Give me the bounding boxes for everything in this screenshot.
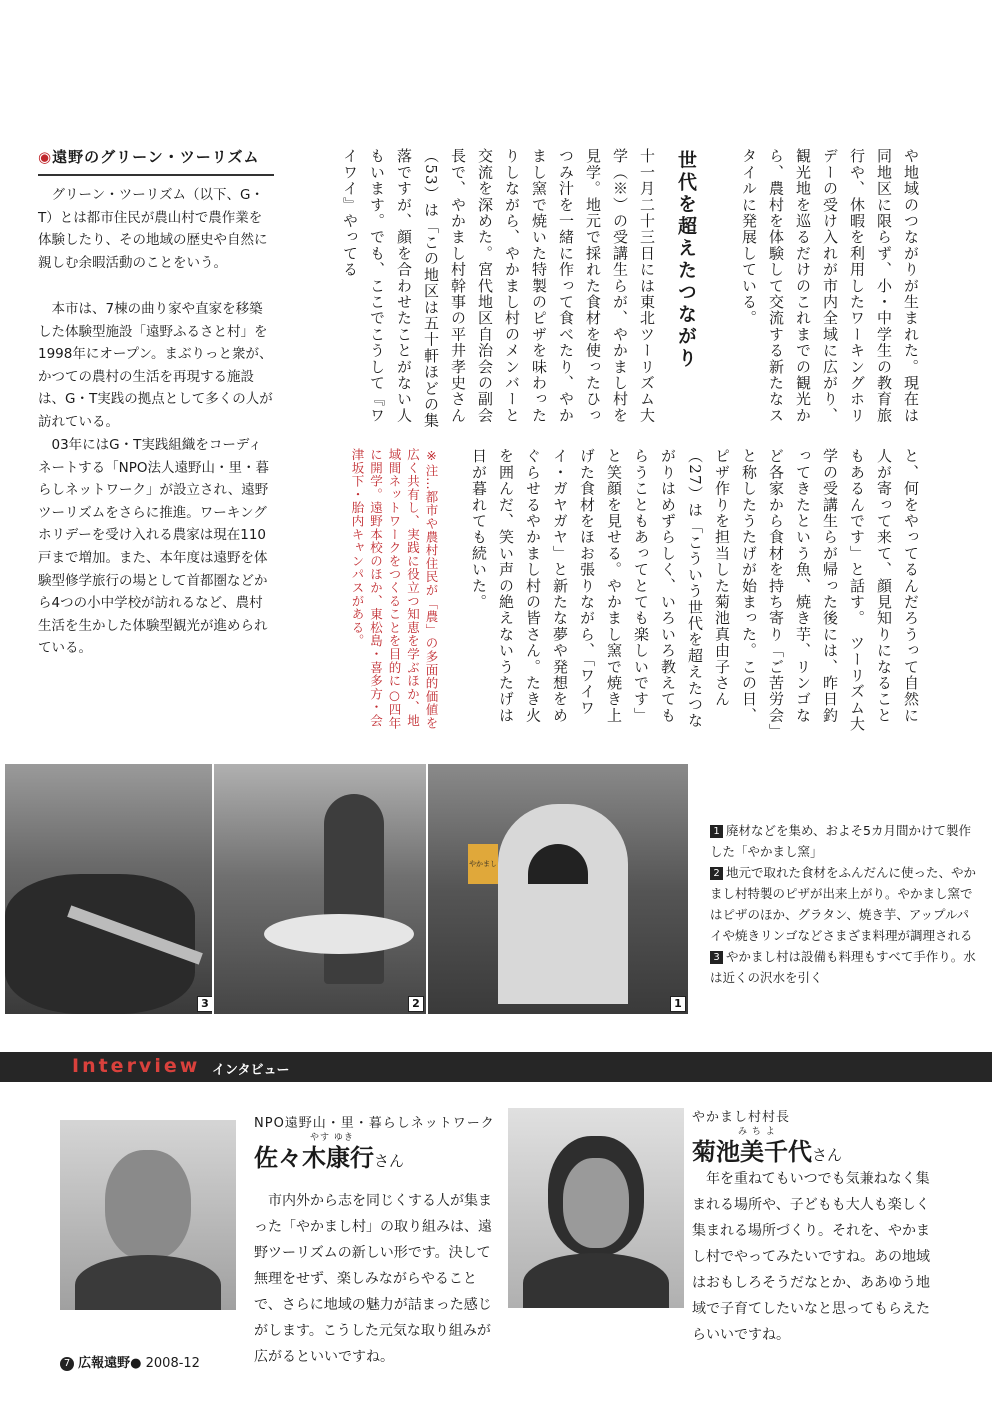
interviewee-2-san: さん <box>812 1146 843 1164</box>
article-column-lower <box>448 448 924 738</box>
interview-label-jp: インタビュー <box>212 1063 290 1078</box>
pizza-shape <box>264 914 414 954</box>
caption-number-1: 1 <box>710 825 723 838</box>
sidebar-paragraph-1: グリーン・ツーリズム（以下、G・T）とは都市住民が農山村で農作業を体験したり、その地域の歴史や自然に親しむ余暇活動のことをいう。 <box>38 187 268 271</box>
photo-2-pizza <box>214 764 426 1014</box>
photo-1-oven <box>428 764 688 1014</box>
interviewee-1-name-text: 佐々木康行 <box>254 1144 374 1172</box>
footnote: ※注…都市や農村住民が「農」の多面的価値を広く共有し、実践に役立つ知恵を学ぶほか、地域間ネットワークをつくることを目的に○四年に開学。遠野本校のほか、東松島・喜多方・会津坂下・胎内キャンパスがある。 <box>350 448 439 730</box>
article-text-lower: と、何をやってるんだろうって自然に人が寄って来て、顔見知りになることもあるんです」と話す。 ツーリズム大学の受講生らが帰った後には、昨日釣ってきたという魚、焼き芋、リンゴなど各家から食材を持ち寄り「ご苦労会」と称したうたげが始まった。この日、ピザ作りを担当した菊池真由子さん（27）は「こういう世代を超えたつながりはめずらしく、いろいろ教えてもらうこともあってとても楽しいです」と笑顔を見せる。やかまし窯で焼き上げた食材をほお張りながら、「ワイワイ・ガヤガヤ」と新たな夢や発想をめぐらせるやかまし村の皆さん。たき火を囲んだ、笑い声の絶えないうたげは日が暮れても続いた。 <box>470 448 920 733</box>
photo-number-3: 3 <box>197 996 212 1012</box>
caption-3 <box>710 946 980 988</box>
interviewee-2-text: 年を重ねてもいつでも気兼ねなく集まれる場所や、子どもも大人も楽しく集まれる場所づくり。それを、やかまし村でやってみたいですね。あの地域はおもしろそうだなとか、ああゆう地域で子育てしたいなと思ってもらえたらいいですね。 <box>692 1171 930 1343</box>
bullet-mark-icon: ◉ <box>38 148 53 166</box>
interview-bar <box>0 1052 992 1082</box>
person-shape <box>324 794 384 984</box>
sidebar-title <box>38 146 260 167</box>
page-footer <box>60 1352 200 1371</box>
caption-text-3: やかまし村は設備も料理もすべて手作り。水は近くの沢水を引く <box>710 949 976 985</box>
interviewee-2-name-text: 菊池美千代 <box>692 1138 812 1166</box>
article-column-middle <box>340 148 660 438</box>
photo-3-pot <box>5 764 212 1014</box>
portrait-kikuchi <box>508 1108 684 1308</box>
face-shape <box>563 1158 629 1248</box>
green-tourism-sidebar <box>38 140 274 720</box>
caption-2 <box>710 862 980 946</box>
sidebar-paragraph-3: 03年にはG・T実践組織をコーディネートする「NPO法人遠野山・里・暮らしネットワーク」が設立され、遠野ツーリズムをさらに推進。ワーキングホリデーを受け入れる農家は現在110戸まで増加。また、本年度は遠野を体験型修学旅行の場として首都圏などから4つの小中学校が訪れるなど、農村生活を生かした体験型観光が進められている。 <box>38 437 269 657</box>
sidebar-title-text: 遠野のグリーン・ツーリズム <box>52 148 260 166</box>
photo-captions <box>710 820 980 988</box>
caption-1 <box>710 820 980 862</box>
footer-dot: ● <box>130 1356 142 1371</box>
interviewee-1-san: さん <box>374 1152 405 1170</box>
oven-shape <box>498 804 628 1004</box>
photo-number-1: 1 <box>670 996 686 1012</box>
interviewee-1-ruby: やす ゆき <box>310 1133 354 1143</box>
portrait-sasaki <box>60 1120 236 1310</box>
shoulders-shape <box>523 1253 669 1308</box>
interviewee-2-org: やかまし村村長 <box>692 1110 791 1125</box>
issue-date: 2008-12 <box>145 1356 200 1371</box>
sidebar-rule <box>38 174 274 176</box>
article-text-middle: 十一月二十三日には東北ツーリズム大学（※）の受講生らが、やかまし村を見学。地元で採れた食材を使ったひっつみ汁を一緒に作って食べたり、やかまし窯で焼いた特製のピザを味わったりしながら、やかまし村のメンバーと交流を深めた。宮代地区自治会の副会長で、やかまし村幹事の平井孝史さん（53）は「この地区は五十軒ほどの集落ですが、顔を合わせたことがない人もいます。でも、ここでこうして『ワイワイ』やってる <box>341 148 656 429</box>
shoulders-shape <box>75 1255 221 1310</box>
page-number: 7 <box>60 1357 74 1371</box>
oven-sign: やかまし <box>468 844 498 884</box>
caption-number-3: 3 <box>710 951 723 964</box>
interviewee-2-ruby: み ち よ <box>738 1127 776 1137</box>
face-shape <box>105 1150 191 1260</box>
sidebar-paragraph-2: 本市は、7棟の曲り家や直家を移築した体験型施設「遠野ふるさと村」を1998年にオープン。まぶりっと衆が、かつての農村の生活を再現する施設は、G・T実践の拠点として多くの人が訪れている。 <box>38 301 273 430</box>
article-column-right <box>708 148 924 438</box>
magazine-title: 広報遠野 <box>78 1356 131 1371</box>
article-text-right: や地域のつながりが生まれた。現在は同地区に限らず、小・中学生の教育旅行や、休暇を利用したワーキングホリデーの受け入れが市内全域に広がり、観光地を巡るだけのこれまでの観光から、農村を体験して交流する新たなスタイルに発展している。 <box>740 148 920 424</box>
caption-number-2: 2 <box>710 867 723 880</box>
interviewee-2-name <box>692 1132 842 1167</box>
interviewee-1-name <box>254 1138 404 1173</box>
section-heading: 世代を超えたつながり <box>675 150 697 370</box>
interviewee-1-org: NPO遠野山・里・暮らしネットワーク <box>254 1116 495 1131</box>
interview-label-en: Interview <box>72 1055 201 1077</box>
caption-text-2: 地元で取れた食材をふんだんに使った、やかまし村特製のピザが出来上がり。やかまし窯ではピザのほか、グラタン、焼き芋、アップルパイや焼きリンゴなどさまざま料理が調理される <box>710 865 977 943</box>
interviewee-1-text: 市内外から志を同じくする人が集まった「やかまし村」の取り組みは、遠野ツーリズムの新しい形です。決して無理をせず、楽しみながらやることで、さらに地域の魅力が詰まった感じがします。こうした元気な取り組みが広がるといいですね。 <box>254 1193 492 1365</box>
photo-number-2: 2 <box>408 996 424 1012</box>
caption-text-1: 廃材などを集め、およそ5カ月間かけて製作した「やかまし窯」 <box>710 823 971 859</box>
